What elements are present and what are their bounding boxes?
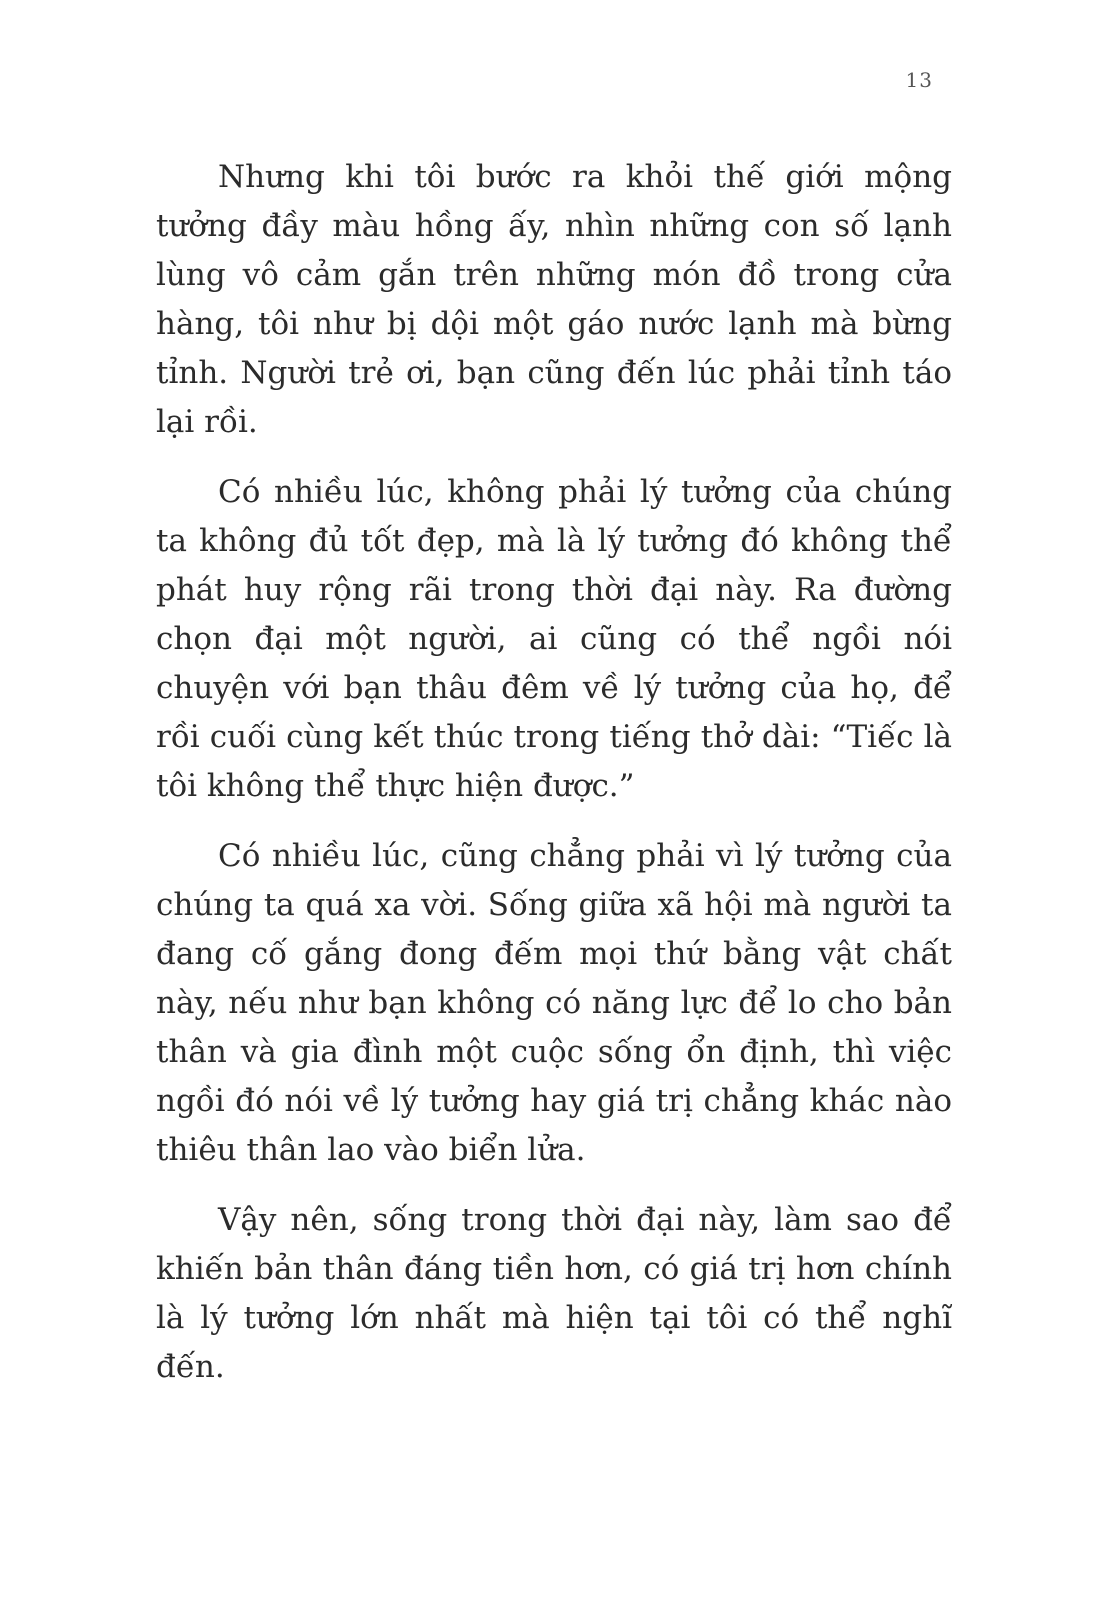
page-number: 13 [905, 68, 933, 92]
paragraph-4: Vậy nên, sống trong thời đại này, làm sao để khiến bản thân đáng tiền hơn, có giá trị hơn chính là lý tưởng lớn nhất mà hiện tại tôi có thể nghĩ đến. [156, 1202, 952, 1385]
paragraph-3: Có nhiều lúc, cũng chẳng phải vì lý tưởng của chúng ta quá xa vời. Sống giữa xã hội mà người ta đang cố gắng đong đếm mọi thứ bằng vật chất này, nếu như bạn không có năng lực để lo cho bản thân và gia đình một cuộc sống ổn định, thì việc ngồi đó nói về lý tưởng hay giá trị chẳng khác nào thiêu thân lao vào biển lửa. [156, 838, 952, 1168]
paragraph-1: Nhưng khi tôi bước ra khỏi thế giới mộng tưởng đầy màu hồng ấy, nhìn những con số lạnh lùng vô cảm gắn trên những món đồ trong cửa hàng, tôi như bị dội một gáo nước lạnh mà bừng tỉnh. Người trẻ ơi, bạn cũng đến lúc phải tỉnh táo lại rồi. [156, 159, 952, 440]
paragraph-2: Có nhiều lúc, không phải lý tưởng của chúng ta không đủ tốt đẹp, mà là lý tưởng đó không thể phát huy rộng rãi trong thời đại này. Ra đường chọn đại một người, ai cũng có thể ngồi nói chuyện với bạn thâu đêm về lý tưởng của họ, để rồi cuối cùng kết thúc trong tiếng thở dài: “Tiếc là tôi không thể thực hiện được.” [156, 474, 952, 804]
body-text [156, 153, 952, 1413]
